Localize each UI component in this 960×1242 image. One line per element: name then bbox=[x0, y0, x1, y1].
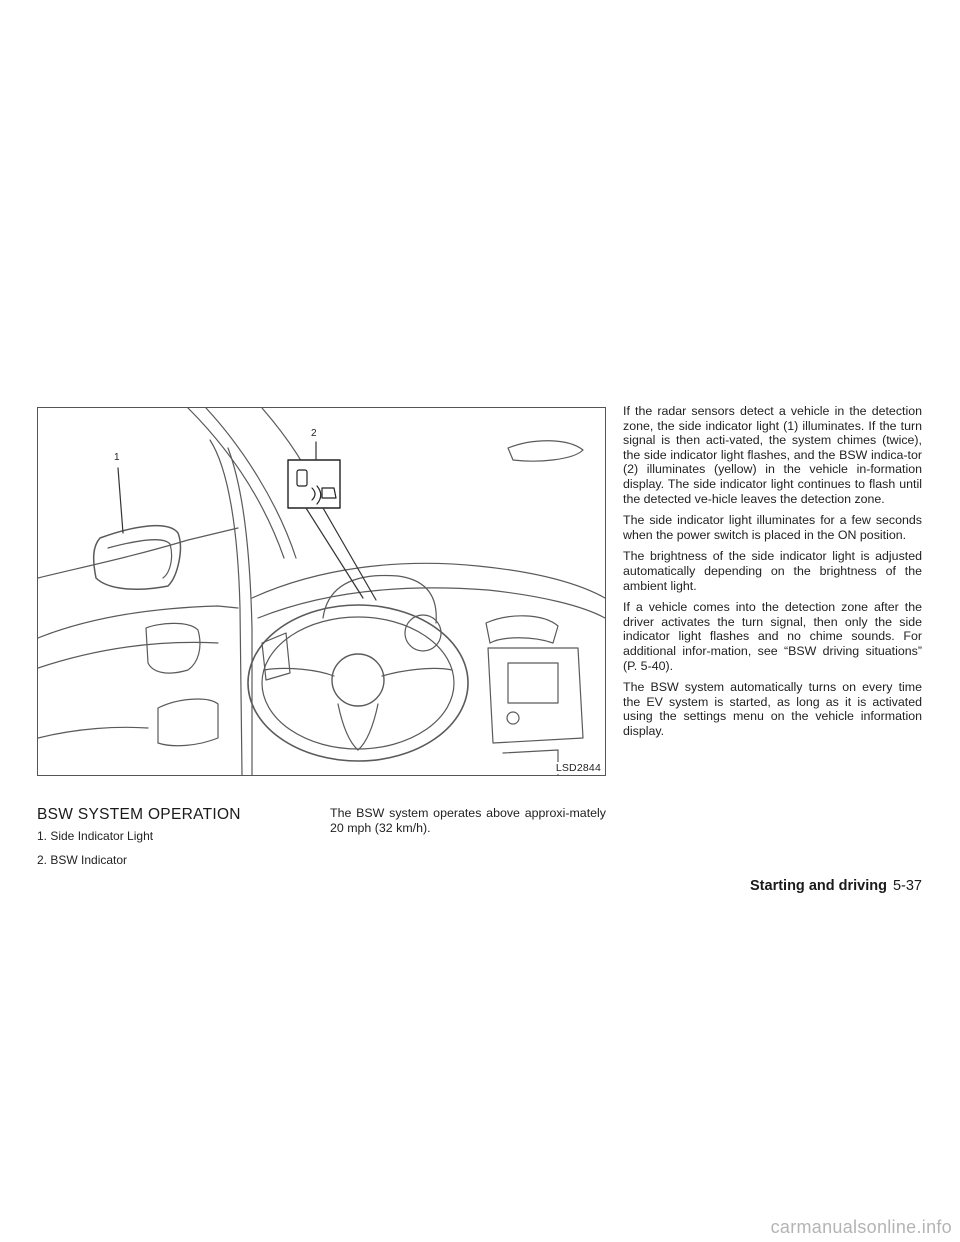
paragraph: If a vehicle comes into the detection zone after the driver activates the turn signal, then only the side indicator light flashes and no chime sounds. For additional infor-mation, see “BSW driving situations” (P. 5-40). bbox=[623, 600, 922, 673]
body-column-3 bbox=[623, 404, 922, 745]
page-footer bbox=[750, 878, 922, 894]
section-title: BSW SYSTEM OPERATION bbox=[37, 806, 241, 823]
watermark: carmanualsonline.info bbox=[770, 1217, 952, 1237]
callout-1-label: 1 bbox=[114, 452, 120, 463]
page-number: 5-37 bbox=[892, 878, 922, 894]
body-column-2 bbox=[330, 806, 606, 842]
footer-section-name: Starting and driving bbox=[750, 878, 887, 894]
dashboard-line-drawing bbox=[38, 408, 605, 775]
legend-item: 2. BSW Indicator bbox=[37, 853, 128, 867]
paragraph: The brightness of the side indicator light is adjusted automatically depending on the brightness of the ambient light. bbox=[623, 549, 922, 593]
paragraph: The BSW system operates above approxi-mately 20 mph (32 km/h). bbox=[330, 806, 606, 835]
bsw-dashboard-illustration bbox=[37, 407, 606, 776]
paragraph: If the radar sensors detect a vehicle in the detection zone, the side indicator light (1) illuminates. If the turn signal is then acti-vated, the system chimes (twice), the side indicator light flashes, and the BSW indica-tor (2) illuminates (yellow) in the vehicle in-formation display. The side indicator light continues to flash until the detected ve-hicle leaves the detection zone. bbox=[623, 404, 922, 506]
paragraph: The side indicator light illuminates for a few seconds when the power switch is placed in the ON position. bbox=[623, 513, 922, 542]
paragraph: The BSW system automatically turns on every time the EV system is started, as long as it is activated using the settings menu on the vehicle information display. bbox=[623, 680, 922, 738]
callout-2-label: 2 bbox=[311, 428, 317, 439]
figure-code: LSD2844 bbox=[555, 762, 601, 774]
legend-item: 1. Side Indicator Light bbox=[37, 829, 154, 843]
